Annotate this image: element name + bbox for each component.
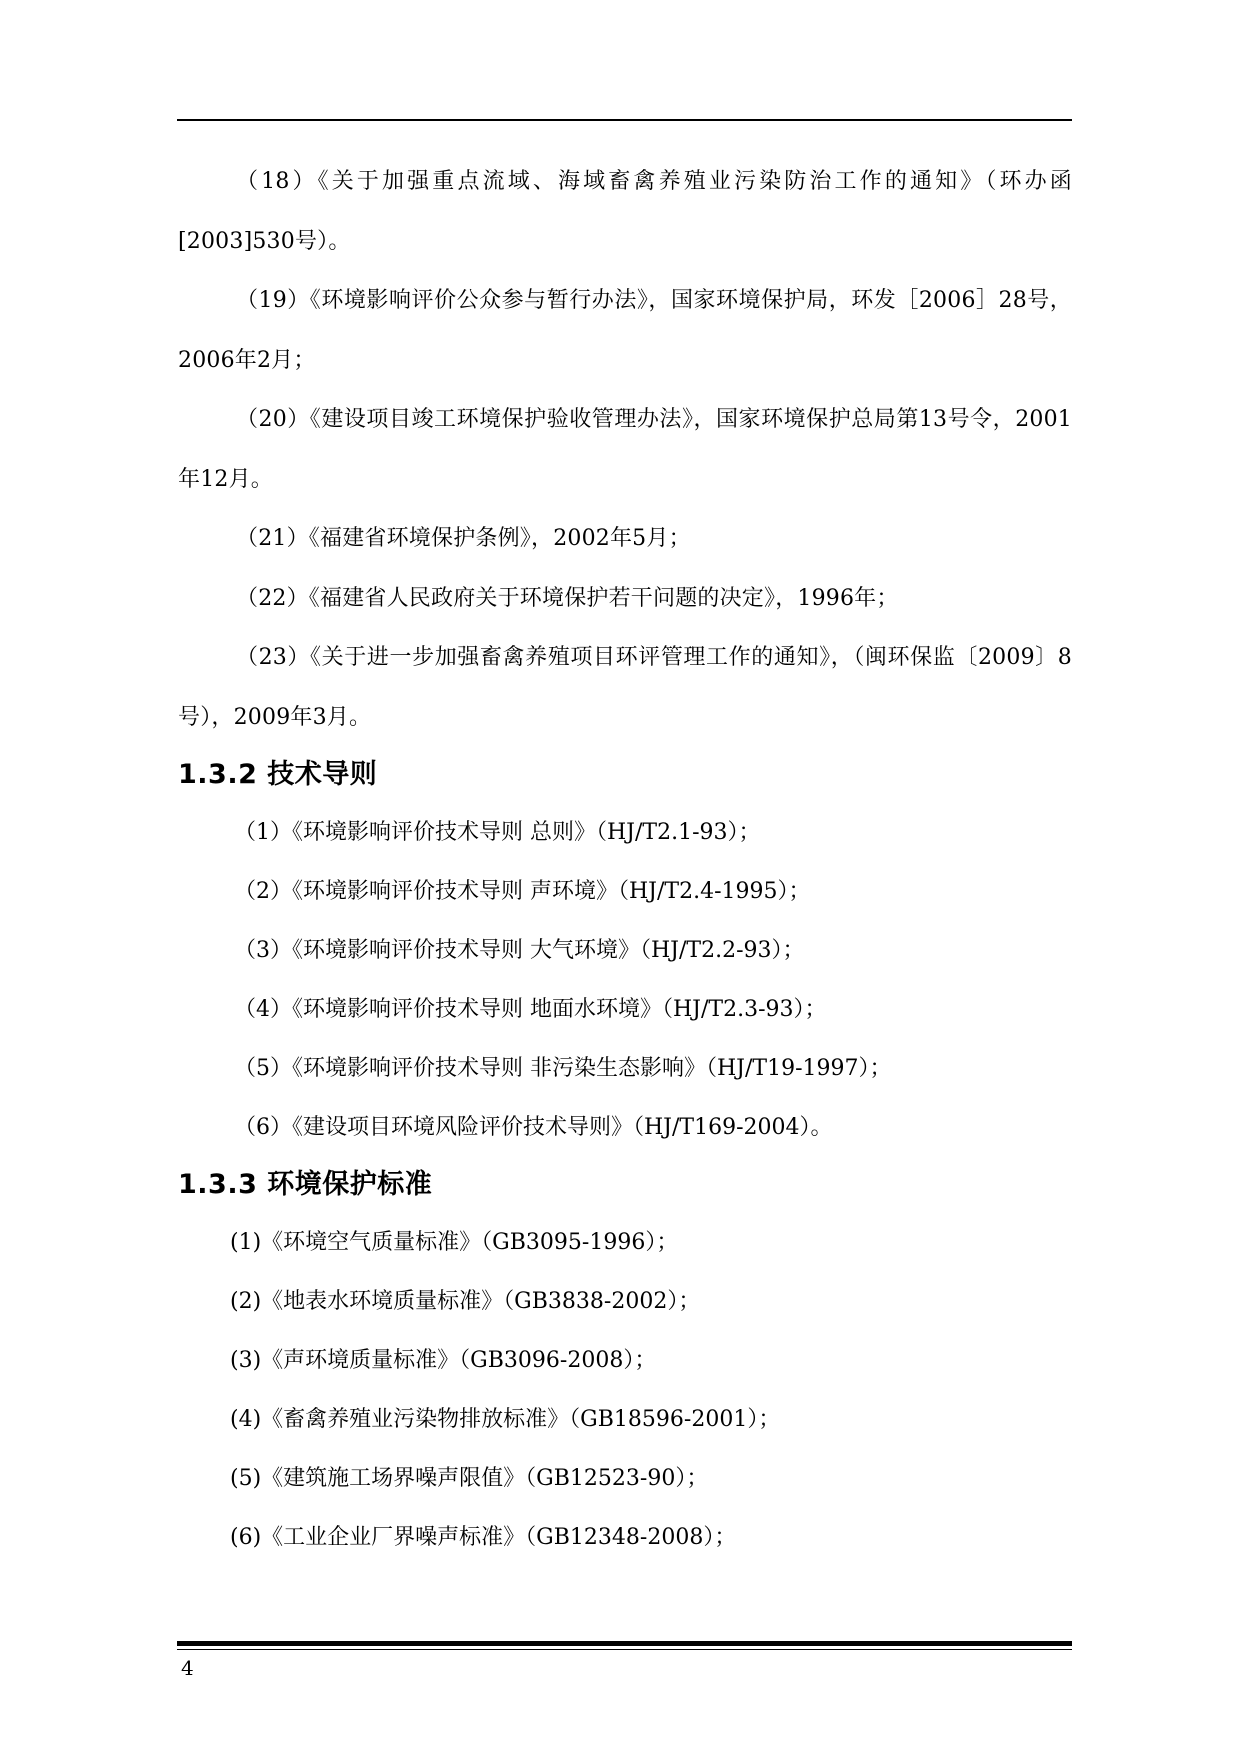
standard-item-2: (2)《地表水环境质量标准》（GB3838-2002）； bbox=[230, 1289, 701, 1314]
regulation-item-18: （18）《关于加强重点流域、海域畜禽养殖业污染防治工作的通知》（环办函[2003]530号）。 bbox=[178, 169, 1072, 254]
standard-item-3: (3)《声环境质量标准》（GB3096-2008）； bbox=[230, 1348, 657, 1373]
section-heading-technical-guidelines: 1.3.2 技术导则 bbox=[178, 759, 378, 790]
regulation-item-19: （19）《环境影响评价公众参与暂行办法》，国家环境保护局，环发［2006］28号，2006年2月； bbox=[178, 288, 1072, 373]
regulation-item-20: （20）《建设项目竣工环境保护验收管理办法》，国家环境保护总局第13号令，2001年12月。 bbox=[178, 407, 1072, 492]
regulation-item-21: （21）《福建省环境保护条例》，2002年5月； bbox=[236, 526, 691, 551]
guideline-item-4: （4）《环境影响评价技术导则 地面水环境》（HJ/T2.3-93）； bbox=[234, 997, 827, 1022]
footer-rule-thin bbox=[177, 1649, 1072, 1650]
regulation-item-22: （22）《福建省人民政府关于环境保护若干问题的决定》，1996年； bbox=[236, 585, 899, 611]
guideline-item-2: （2）《环境影响评价技术导则 声环境》（HJ/T2.4-1995）； bbox=[234, 879, 811, 904]
page-number: 4 bbox=[181, 1656, 194, 1680]
header-rule bbox=[177, 119, 1072, 121]
section-heading-environmental-standards: 1.3.3 环境保护标准 bbox=[178, 1169, 433, 1200]
guideline-item-1: （1）《环境影响评价技术导则 总则》（HJ/T2.1-93）； bbox=[234, 820, 761, 845]
guideline-item-6: （6）《建设项目环境风险评价技术导则》（HJ/T169-2004）。 bbox=[234, 1115, 833, 1140]
standard-item-1: (1)《环境空气质量标准》（GB3095-1996）； bbox=[230, 1230, 679, 1255]
footer-rule-thick bbox=[177, 1641, 1072, 1646]
standard-item-4: (4)《畜禽养殖业污染物排放标准》（GB18596-2001）； bbox=[230, 1407, 781, 1432]
page-content bbox=[178, 152, 1072, 1567]
guideline-item-3: （3）《环境影响评价技术导则 大气环境》（HJ/T2.2-93）； bbox=[234, 938, 805, 963]
guideline-item-5: （5）《环境影响评价技术导则 非污染生态影响》（HJ/T19-1997）； bbox=[234, 1056, 892, 1081]
regulation-item-23: （23）《关于进一步加强畜禽养殖项目环评管理工作的通知》，（闽环保监〔2009〕8号），2009年3月。 bbox=[178, 645, 1072, 730]
standard-item-6: (6)《工业企业厂界噪声标准》（GB12348-2008）； bbox=[230, 1525, 737, 1550]
standard-item-5: (5)《建筑施工场界噪声限值》（GB12523-90）； bbox=[230, 1466, 709, 1491]
